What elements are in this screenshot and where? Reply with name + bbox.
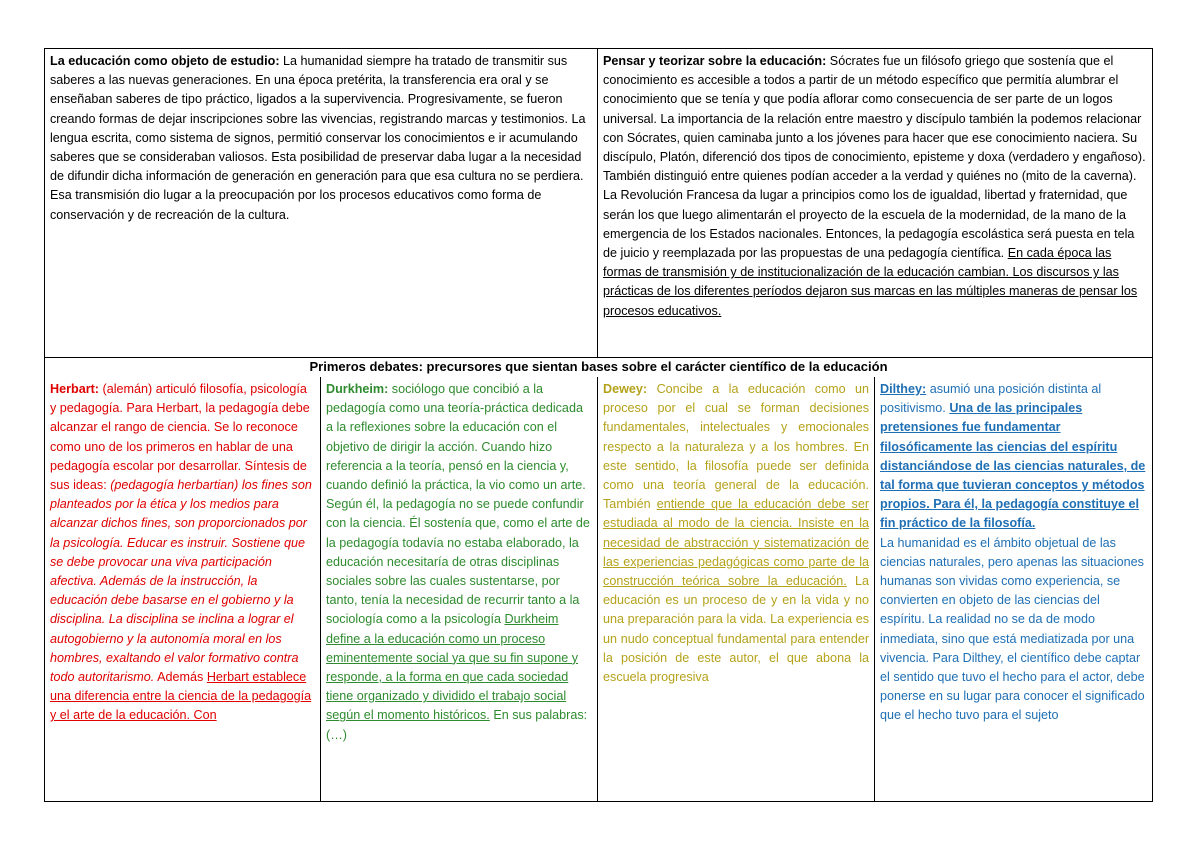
durkheim-underlined: Durkheim define a la educación como un proceso eminentemente social ya que su fin supone y responde, a la forma en que cada sociedad tiene organizado y dividido el trabajo social según el momento históricos. (326, 612, 579, 723)
cell-durkheim (321, 377, 598, 802)
dilthey-bold-underlined: Una de las principales pretensiones fue fundamentar filosóficamente las ciencias del espíritu distanciándose de las ciencias naturales, de tal forma que tuvieran conceptos y métodos propios. Para él, la pedagogía constituye el fin práctico de la filosofía. (880, 401, 1146, 531)
cell-theorize-education (598, 49, 1153, 358)
dewey-text-1: Concibe a la educación como un proceso por el cual se forman decisiones fundamentales, intelectuales y emocionales respecto a la naturaleza y a los hombres. En este sentido, la filosofía puede ser definida como una teoría general de la educación. También (603, 382, 870, 512)
herbart-italic: (pedagogía herbartian) los fines son planteados por la ética y los medios para alcanzar dichos fines, son proporcionados por la psicología. Educar es instruir. Sostiene que se debe provocar una viva participación afectiva. Además de la instrucción, la educación debe basarse en el gobierno y la disciplina. La disciplina se inclina a lograr el autogobierno y la autonomía moral en los hombres, exaltando el valor formativo contra todo autoritarismo. (50, 478, 312, 685)
cell-dewey (598, 377, 875, 802)
author-name-herbart: Herbart: (50, 382, 99, 396)
dewey-text-2: La educación es un proceso de y en la vida y no una preparación para la vida. La experiencia es un nudo conceptual fundamental para entender la posición de este autor, el que abona la escuela progresiva (603, 574, 870, 685)
section-title-education-object: La educación como objeto de estudio: (50, 54, 280, 68)
herbart-underlined: Herbart establece una diferencia entre la ciencia de la pedagogía y el arte de la educación. Con (50, 670, 312, 723)
content-table (44, 48, 1153, 802)
top-row (45, 49, 1153, 358)
herbart-text-1: (alemán) articuló filosofía, psicología y pedagogía. Para Herbart, la pedagogía debe alcanzar el rango de ciencia. Se lo reconoce como uno de los primeros en hablar de una pedagogía escolar por desarrollar. Síntesis de sus ideas: (50, 382, 310, 493)
dewey-underlined: entiende que la educación debe ser estudiada al modo de la ciencia. Insiste en la necesidad de abstracción y sistematización de las experiencias pedagógicas como parte de la construcción teórica sobre la educación. (603, 497, 870, 589)
author-name-dilthey: Dilthey: (880, 382, 927, 396)
section-body-theorize: Sócrates fue un filósofo griego que sostenía que el conocimiento es accesible a todos a partir de un método específico que permitía alumbrar el conocimiento que se tenía y que podía aflorar como consecuencia de ser parte de un logos universal. La importancia de la relación entre maestro y discípulo también la podemos relacionar con Sócrates, quien caminaba junto a los jóvenes para hacer que ese conocimiento naciera. Su discípulo, Platón, diferenció dos tipos de conocimiento, episteme y doxa (verdadero y engañoso). También distinguió entre quienes podían acceder a la verdad y quiénes no (mito de la caverna). La Revolución Francesa da lugar a principios como los de igualdad, libertad y fraternidad, que serán los que luego alimentarán el proyecto de la escuela de la modernidad, de la mano de la emergencia de los Estados nacionales. Entonces, la pedagogía escolástica será puesta en tela de juicio y reemplazada por las propuestas de una pedagogía científica. (603, 54, 1146, 261)
dilthey-text-1: asumió una posición distinta al positivismo. (880, 382, 1102, 416)
author-name-dewey: Dewey: (603, 382, 648, 396)
document-page (44, 48, 1152, 802)
durkheim-text-1: sociólogo que concibió a la pedagogía como una teoría-práctica dedicada a la reflexiones sobre la educación con el objetivo de dirigir la acción. Cuando hizo referencia a la teoría, pensó en la ciencia y, cuando definió la práctica, la vio como un arte. Según él, la pedagogía no se puede confundir con la ciencia. Él sostenía que, como el arte de la pedagogía todavía no estaba elaborado, la educación necesitaría de otras disciplinas sociales sobre las cuales sustentarse, por tanto, tenía la necesidad de recurrir tanto a la sociología como a la psicología (326, 382, 590, 627)
section-body-education-object: La humanidad siempre ha tratado de transmitir sus saberes a las nuevas generaciones. En una época pretérita, la transferencia era oral y se enseñaban saberes de tipo práctico, ligados a la supervivencia. Progresivamente, se fueron creando formas de dejar inscripciones sobre las vivencias, registrando marcas y testimonios. La lengua escrita, como sistema de signos, permitió conservar los conocimientos e ir acumulando saberes que se consideraban valiosos. Esta posibilidad de preservar daba lugar a la necesidad de difundir dicha información de generación en generación para que esa cultura no se perdiera. Esa transmisión dio lugar a la preocupación por los procesos educativos como forma de conservación y de recreación de la cultura. (50, 54, 586, 222)
cell-herbart (45, 377, 321, 802)
dilthey-text-2: La humanidad es el ámbito objetual de las ciencias naturales, pero apenas las situaciones humanas son vividas como experiencia, se convierten en objeto de las ciencias del espíritu. La realidad no se da de modo inmediata, sino que está mediatizada por una vivencia. Para Dilthey, el científico debe captar el sentido que tuvo el hecho para el actor, debe ponerse en su lugar para conocer el significado que el hecho tuvo para el sujeto (880, 535, 1145, 723)
herbart-text-2: Además (157, 670, 204, 685)
author-name-durkheim: Durkheim: (326, 382, 389, 396)
authors-row (45, 377, 1153, 802)
cell-education-object (45, 49, 598, 358)
cell-dilthey (875, 377, 1153, 802)
section-underlined-theorize: En cada época las formas de transmisión y de institucionalización de la educación cambian. Los discursos y las prácticas de los diferentes períodos dejaron sus marcas en las múltiples maneras de pensar los procesos educativos. (603, 246, 1138, 318)
header-row (45, 358, 1153, 378)
durkheim-text-2: En sus palabras: (…) (326, 708, 588, 742)
section-title-theorize: Pensar y teorizar sobre la educación: (603, 54, 827, 68)
section-header: Primeros debates: precursores que sientan bases sobre el carácter científico de la educación (45, 358, 1153, 378)
